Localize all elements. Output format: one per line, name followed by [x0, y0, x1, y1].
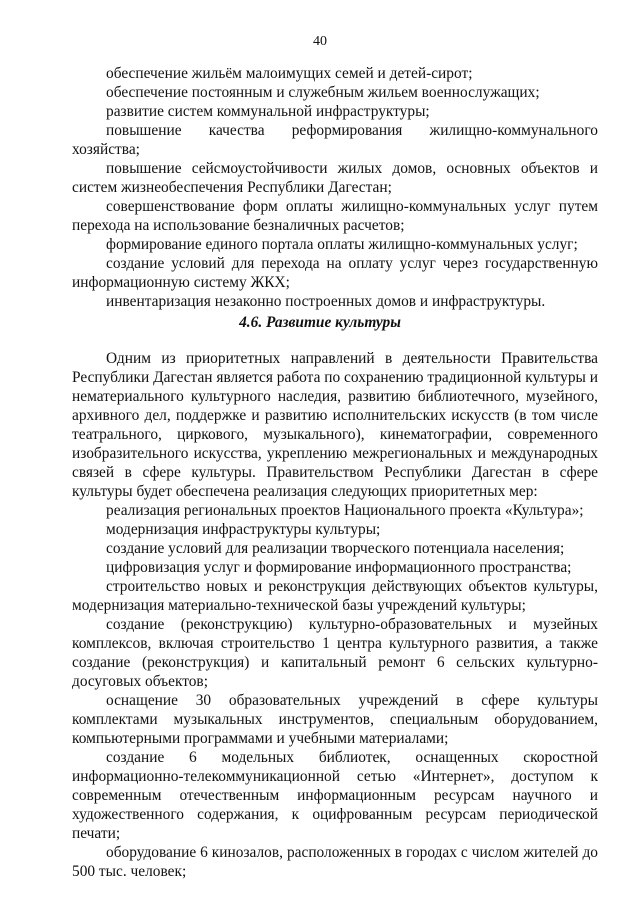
paragraph: формирование единого портала оплаты жилищно-коммунальных услуг;: [106, 236, 578, 253]
paragraph: совершенствование форм оплаты жилищно-коммунальных услуг путем перехода на использование безналичных расчетов;: [72, 198, 598, 234]
paragraph: развитие систем коммунальной инфраструктуры;: [106, 103, 430, 120]
paragraph: модернизация инфраструктуры культуры;: [106, 521, 381, 538]
paragraph: реализация региональных проектов Национального проекта «Культура»;: [106, 502, 584, 519]
list-before-heading: [72, 64, 598, 311]
paragraph: создание условий для перехода на оплату услуг через государственную информационную систему ЖКХ;: [72, 255, 598, 291]
section-heading: 4.6. Развитие культуры: [239, 314, 401, 331]
paragraph: Одним из приоритетных направлений в деятельности Правительства Республики Дагестан является работа по сохранению традиционной культуры и нематериального культурного наследия, развитию библиотечного, музейного, архивного дел, поддержке и развитию исполнительских искусств (в том числе театрального, циркового, музыкального), кинематографии, современного изобразительного искусства, укреплению межрегиональных и международных связей в сфере культуры. Правительством Республики Дагестан в сфере культуры будет обеспечена реализация следующих приоритетных мер:: [72, 350, 598, 500]
paragraph: создание 6 модельных библиотек, оснащенных скоростной информационно-телекоммуникационной сетью «Интернет», доступом к современным отечественным информационным ресурсам научного и художественного содержания, к оцифрованным ресурсам периодической печати;: [72, 749, 598, 842]
paragraph: инвентаризация незаконно построенных домов и инфраструктуры.: [106, 293, 546, 310]
paragraph: строительство новых и реконструкция действующих объектов культуры, модернизация материально-технической базы учреждений культуры;: [72, 578, 598, 614]
paragraph: цифровизация услуг и формирование информационного пространства;: [106, 559, 572, 576]
paragraph: создание условий для реализации творческого потенциала населения;: [106, 540, 565, 557]
paragraph: повышение качества реформирования жилищно-коммунального хозяйства;: [72, 122, 598, 158]
paragraph: обеспечение постоянным и служебным жильем военнослужащих;: [106, 84, 540, 101]
paragraph: оборудование 6 кинозалов, расположенных в городах с числом жителей до 500 тыс. человек;: [72, 844, 598, 880]
culture-section-body: [72, 349, 598, 881]
page-number: 40: [313, 34, 327, 49]
paragraph: создание (реконструкцию) культурно-образовательных и музейных комплексов, включая строительство 1 центра культурного развития, а также создание (реконструкция) и капитальный ремонт 6 сельских культурно-досуговых объектов;: [72, 616, 598, 690]
paragraph: обеспечение жильём малоимущих семей и детей-сирот;: [106, 65, 473, 82]
paragraph: повышение сейсмоустойчивости жилых домов, основных объектов и систем жизнеобеспечения Республики Дагестан;: [72, 160, 598, 196]
paragraph: оснащение 30 образовательных учреждений в сфере культуры комплектами музыкальных инструментов, специальным оборудованием, компьютерными программами и учебными материалами;: [72, 692, 598, 747]
